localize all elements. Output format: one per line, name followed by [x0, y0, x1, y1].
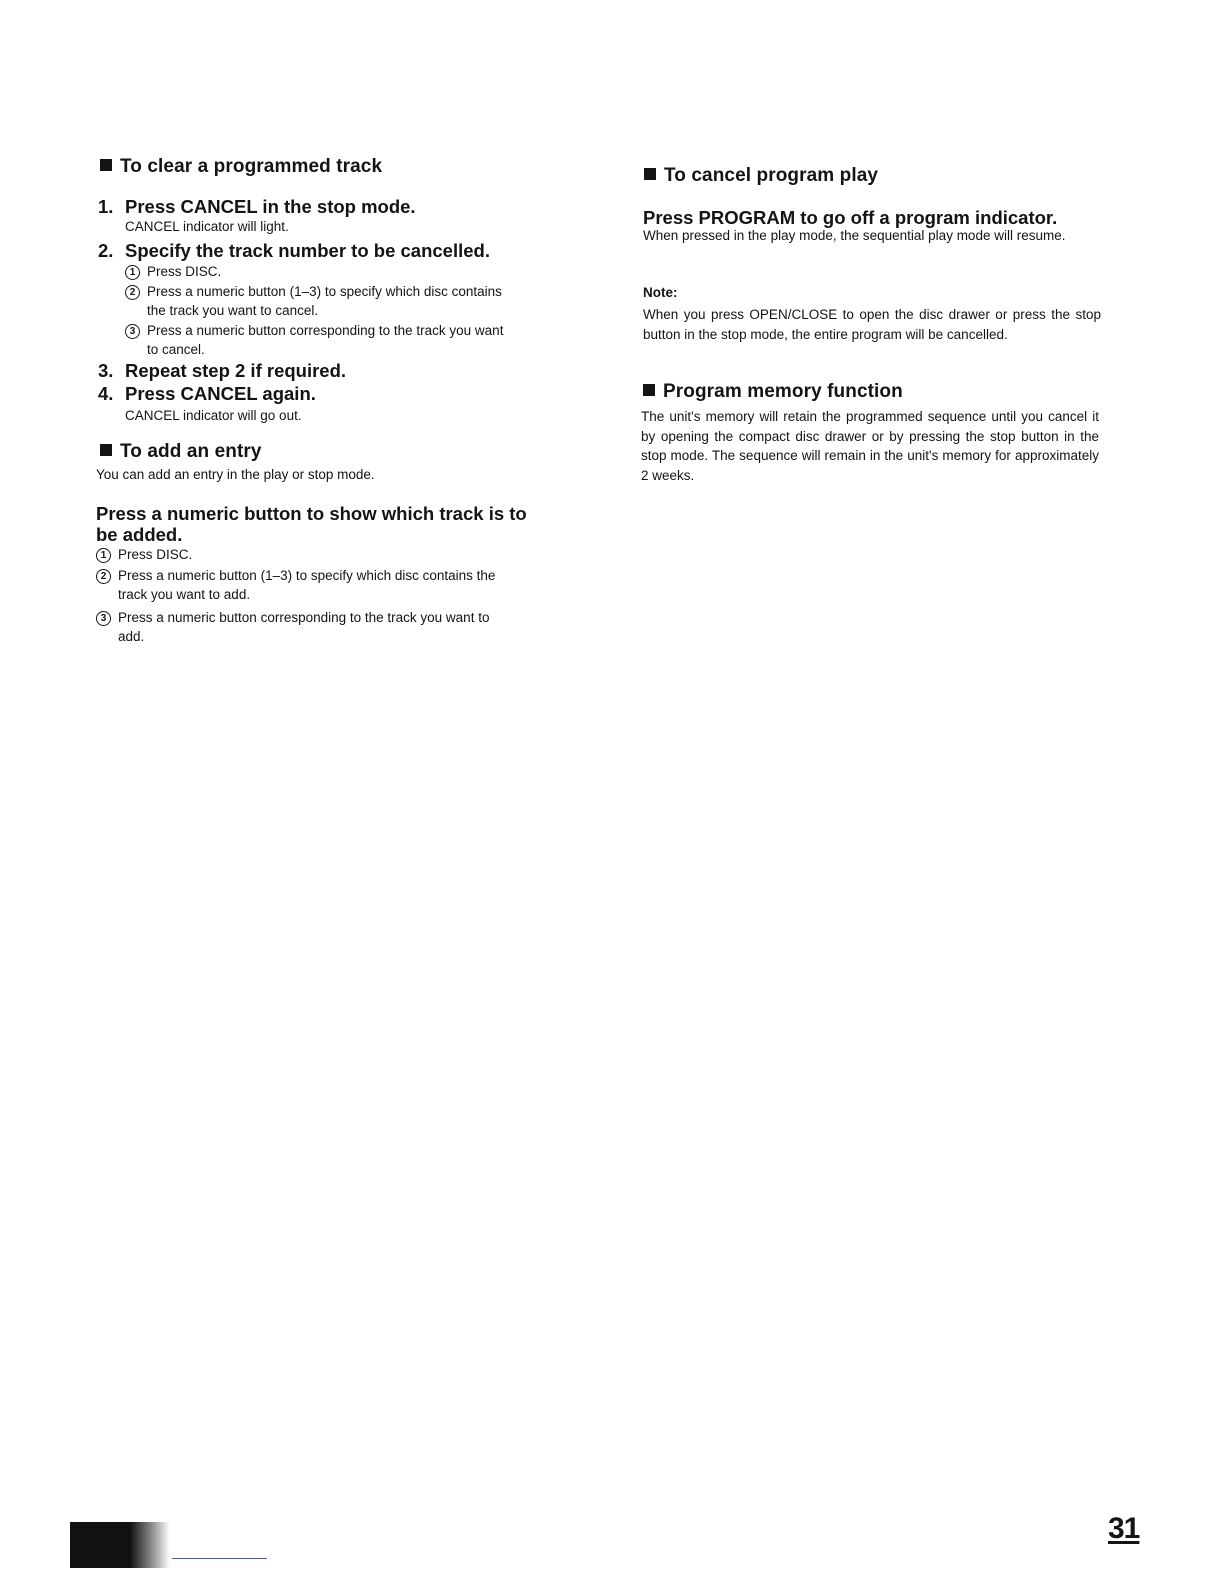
note-label: Note: [643, 285, 678, 300]
note-text: When you press OPEN/CLOSE to open the disc drawer or press the stop button in the stop mode, the entire program will be cancelled. [643, 307, 1101, 342]
cancel-program-desc: When pressed in the play mode, the sequential play mode will resume. [643, 228, 1066, 243]
add-entry-heading: To add an entry [100, 441, 262, 463]
add-entry-intro: You can add an entry in the play or stop mode. [96, 467, 375, 482]
square-bullet-icon [644, 168, 656, 180]
add-entry-lead: Press a numeric button to show which track is to be added. [96, 503, 527, 545]
clear-programmed-track-heading: To clear a programmed track [100, 156, 382, 178]
scan-corner-mark [70, 1522, 170, 1568]
cancel-program-lead: Press PROGRAM to go off a program indicator. [643, 207, 1058, 228]
circled-number-icon: 1 [125, 265, 140, 280]
substep-2: 2 Press a numeric button (1–3) to specify which disc contains the track you want to cancel. [125, 282, 565, 322]
square-bullet-icon [643, 384, 655, 396]
substep-1: 1 Press DISC. [96, 545, 556, 565]
square-bullet-icon [100, 444, 112, 456]
program-memory-text: The unit's memory will retain the programmed sequence until you cancel it by opening the compact disc drawer or by pressing the stop button in the stop mode. The sequence will remain in the unit's memory for approximately 2 weeks. [641, 409, 1099, 483]
clear-step-3: 3. Repeat step 2 if required. [98, 360, 347, 381]
scan-line-mark [172, 1558, 267, 1559]
substep-2: 2 Press a numeric button (1–3) to specify which disc contains the track you want to add. [96, 566, 556, 606]
circled-number-icon: 2 [96, 569, 111, 584]
substep-1: 1 Press DISC. [125, 262, 565, 282]
circled-number-icon: 3 [125, 324, 140, 339]
clear-step-1: 1. Press CANCEL in the stop mode. [98, 196, 416, 217]
circled-number-icon: 1 [96, 548, 111, 563]
clear-step-1-desc: CANCEL indicator will light. [125, 219, 289, 234]
cancel-program-play-heading: To cancel program play [644, 165, 878, 187]
clear-step-4: 4. Press CANCEL again. [98, 383, 316, 404]
square-bullet-icon [100, 159, 112, 171]
circled-number-icon: 3 [96, 611, 111, 626]
substep-3: 3 Press a numeric button corresponding to the track you want to add. [96, 608, 556, 648]
circled-number-icon: 2 [125, 285, 140, 300]
program-memory-heading: Program memory function [643, 381, 903, 403]
substep-3: 3 Press a numeric button corresponding to the track you want to cancel. [125, 321, 565, 361]
clear-step-4-desc: CANCEL indicator will go out. [125, 408, 302, 423]
page-number: 31 [1108, 1512, 1140, 1545]
clear-step-2: 2. Specify the track number to be cancelled. [98, 240, 490, 261]
